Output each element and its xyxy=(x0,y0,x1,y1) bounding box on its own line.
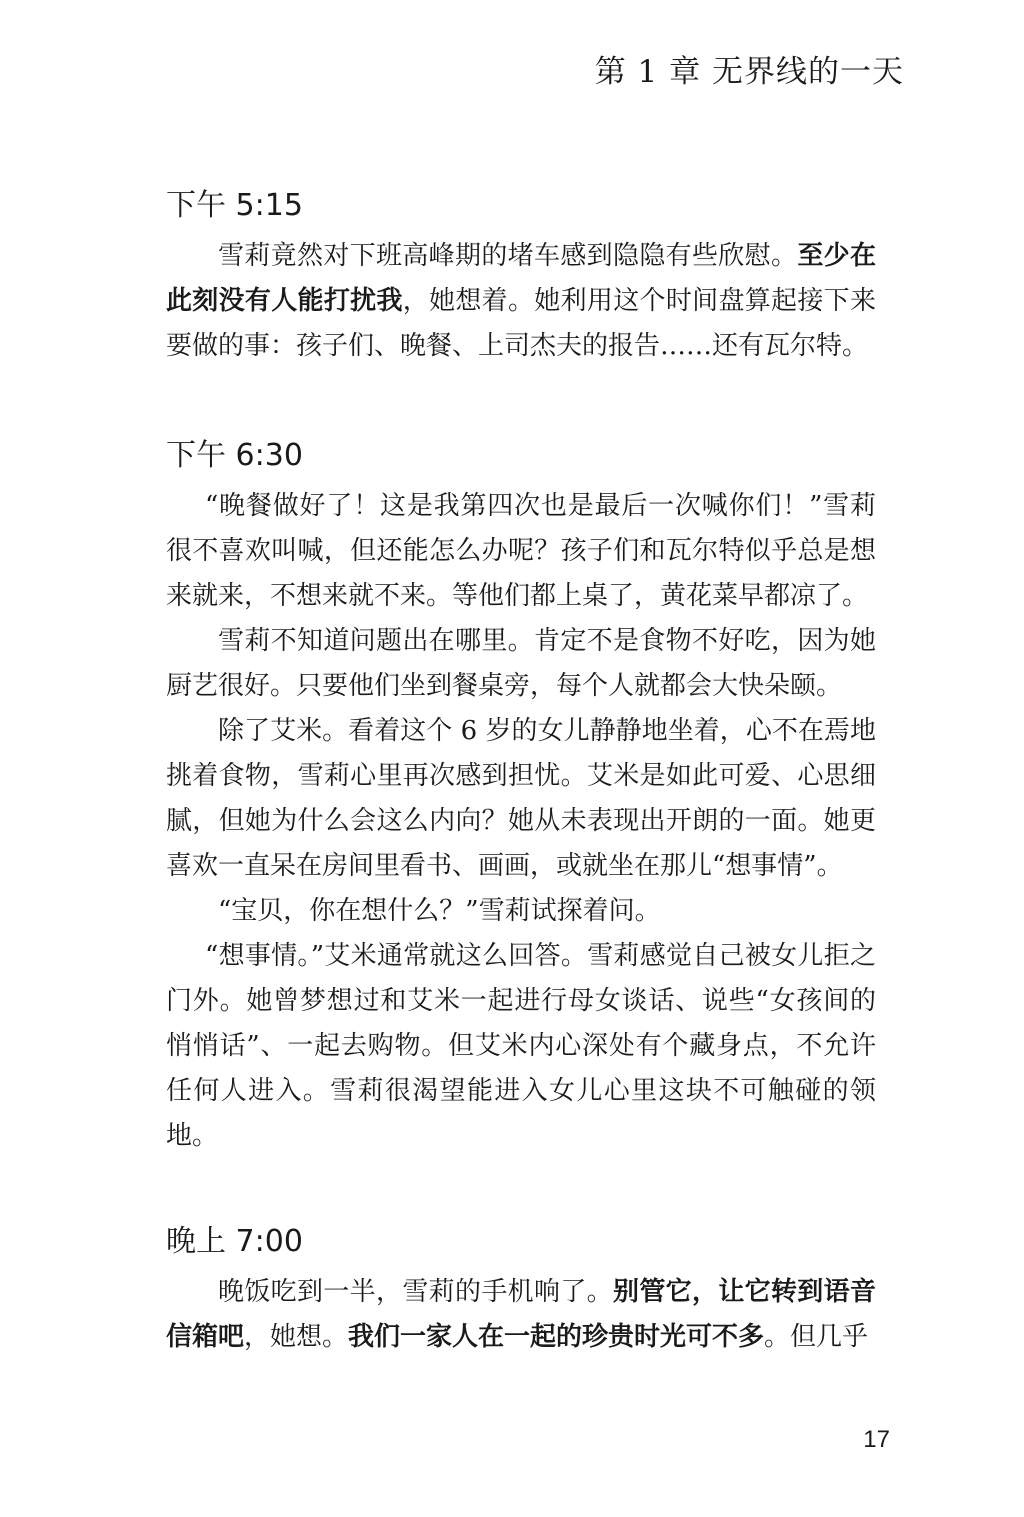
emphasis-thought: 别管它，让它转到语音信箱吧 xyxy=(166,1277,876,1352)
text-run: “宝贝，你在想什么？”雪莉试探着问。 xyxy=(218,896,661,926)
text-run: ，她想着。她利用这个时间盘算起接下来要做的事：孩子们、晚餐、上司杰夫的报告……还有瓦尔特。 xyxy=(166,286,876,361)
section-heading-1900: 晚上 7:00 xyxy=(166,1224,303,1259)
paragraph-1830-2 xyxy=(166,619,876,709)
text-run: 雪莉不知道问题出在哪里。肯定不是食物不好吃，因为她厨艺很好。只要他们坐到餐桌旁，每个人就都会大快朵颐。 xyxy=(166,626,876,701)
paragraph-1830-5 xyxy=(166,934,876,1159)
text-run: “晚餐做好了！这是我第四次也是最后一次喊你们！”雪莉很不喜欢叫喊，但还能怎么办呢？孩子们和瓦尔特似乎总是想来就来，不想来就不来。等他们都上桌了，黄花菜早都凉了。 xyxy=(166,491,876,611)
paragraph-1830-3 xyxy=(166,709,876,889)
emphasis-thought: 我们一家人在一起的珍贵时光可不多 xyxy=(348,1322,765,1352)
section-heading-1830: 下午 6:30 xyxy=(166,438,303,473)
page-number: 17 xyxy=(863,1426,890,1453)
text-run: 除了艾米。看着这个 6 岁的女儿静静地坐着，心不在焉地挑着食物，雪莉心里再次感到担忧。艾米是如此可爱、心思细腻，但她为什么会这么内向？她从未表现出开朗的一面。她更喜欢一直呆在房间里看书、画画，或就坐在那儿“想事情”。 xyxy=(166,716,876,881)
running-header: 第 1 章 无界线的一天 xyxy=(594,54,904,90)
text-run: “想事情。”艾米通常就这么回答。雪莉感觉自己被女儿拒之门外。她曾梦想过和艾米一起进行母女谈话、说些“女孩间的悄悄话”、一起去购物。但艾米内心深处有个藏身点，不允许任何人进入。雪莉很渴望能进入女儿心里这块不可触碰的领地。 xyxy=(166,941,876,1151)
text-run: 晚饭吃到一半，雪莉的手机响了。 xyxy=(218,1277,613,1307)
paragraph-1830-1 xyxy=(166,484,876,619)
text-run: ，她想。 xyxy=(244,1322,349,1352)
paragraph-1900-1 xyxy=(166,1270,876,1360)
text-run: 。但几乎 xyxy=(764,1322,869,1352)
section-heading-1715: 下午 5:15 xyxy=(166,188,303,223)
paragraph-1830-4 xyxy=(166,889,876,934)
paragraph-1715-1 xyxy=(166,234,876,369)
text-run: 雪莉竟然对下班高峰期的堵车感到隐隐有些欣慰。 xyxy=(218,241,798,271)
emphasis-thought: 至少在此刻没有人能打扰我 xyxy=(166,241,876,316)
